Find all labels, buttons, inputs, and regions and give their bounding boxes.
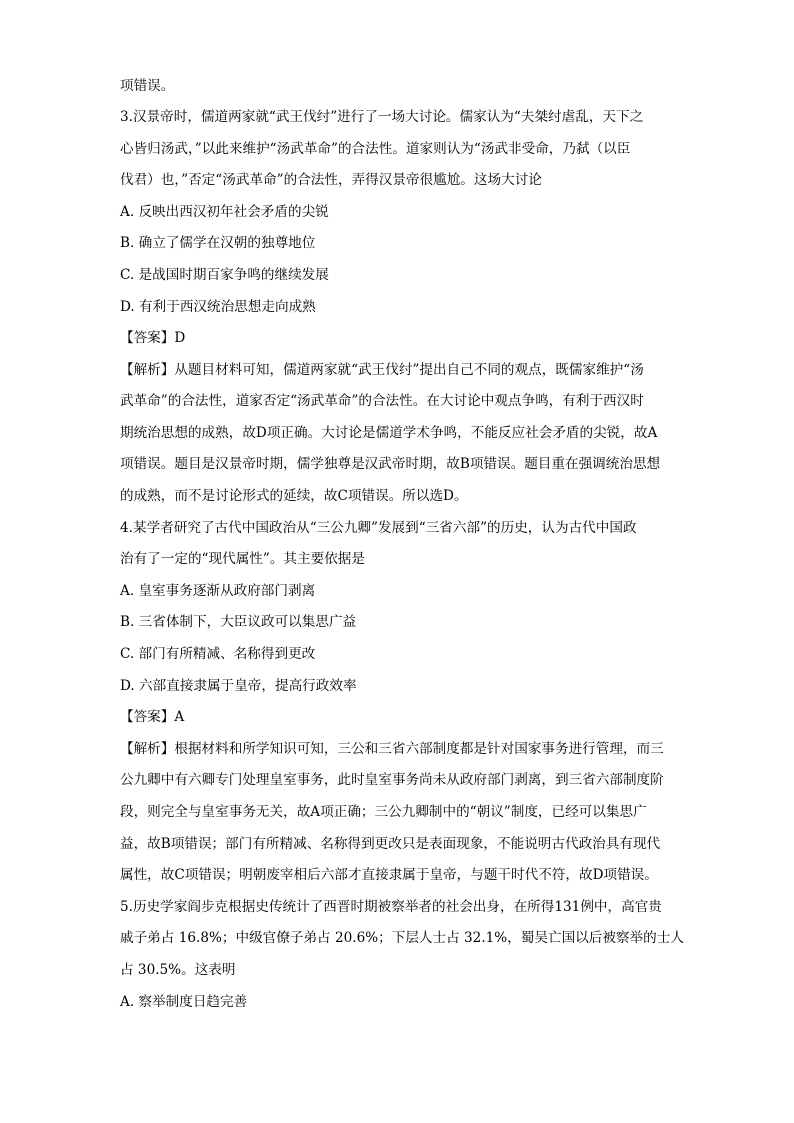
text-line: 的成熟，而不是讨论形式的延续，故C项错误。所以选D。 — [120, 488, 468, 504]
option-c: C. 是战国时期百家争鸣的继续发展 — [120, 267, 329, 283]
text-line: 项错误。 — [120, 78, 175, 94]
text-line: 段，则完全与皇室事务无关，故A项正确；三公九卿制中的“朝议”制度，已经可以集思广 — [120, 804, 647, 820]
text-line: 心皆归汤武，”以此来维护“汤武革命”的合法性。道家则认为“汤武非受命，乃弑（以臣 — [120, 141, 631, 157]
analysis-line: 【解析】从题目材料可知，儒道两家就“武王伐纣”提出自己不同的观点，既儒家维护“汤 — [120, 362, 644, 378]
text-line: 属性，故C项错误；明朝废宰相后六部才直接隶属于皇帝，与题干时代不符，故D项错误。 — [120, 867, 658, 883]
option-c: C. 部门有所精减、名称得到更改 — [120, 646, 316, 662]
text-line: 公九卿中有六卿专门处理皇室事务，此时皇室事务尚未从政府部门剥离，到三省六部制度阶 — [120, 772, 664, 788]
text-line: 治有了一定的“现代属性”。其主要依据是 — [120, 551, 365, 567]
question-3-line: 3.汉景帝时，儒道两家就“武王伐纣”进行了一场大讨论。儒家认为“夫桀纣虐乱，天下之 — [120, 109, 644, 125]
option-b: B. 三省体制下，大臣议政可以集思广益 — [120, 614, 357, 630]
text-line: 期统治思想的成熟，故D项正确。大讨论是儒道学术争鸣，不能反应社会矛盾的尖锐，故A — [120, 425, 658, 441]
text-line: 项错误。题目是汉景帝时期，儒学独尊是汉武帝时期，故B项错误。题目重在强调统治思想 — [120, 456, 661, 472]
option-b: B. 确立了儒学在汉朝的独尊地位 — [120, 235, 316, 251]
option-a: A. 皇室事务逐渐从政府部门剥离 — [120, 583, 316, 599]
text-line: 戚子弟占 16.8%；中级官僚子弟占 20.6%；下层人士占 32.1%，蜀吴亡国以后被察举的士人 — [120, 930, 684, 946]
answer-line: 【答案】D — [120, 330, 186, 346]
question-4-line: 4.某学者研究了古代中国政治从“三公九卿”发展到“三省六部”的历史，认为古代中国政 — [120, 520, 637, 536]
option-d: D. 有利于西汉统治思想走向成熟 — [120, 299, 316, 315]
text-line: 益，故B项错误；部门有所精减、名称得到更改只是表面现象，不能说明古代政治具有现代 — [120, 836, 661, 852]
option-d: D. 六部直接隶属于皇帝，提高行政效率 — [120, 678, 357, 694]
option-a: A. 察举制度日趋完善 — [120, 994, 248, 1010]
text-line: 占 30.5%。这表明 — [120, 962, 236, 978]
text-line: 伐君）也，”否定“汤武革命”的合法性，弄得汉景帝很尴尬。这场大讨论 — [120, 172, 542, 188]
answer-line: 【答案】A — [120, 709, 185, 725]
question-5-line: 5.历史学家阎步克根据史传统计了西晋时期被察举者的社会出身，在所得131例中，高官贵 — [120, 899, 662, 915]
option-a: A. 反映出西汉初年社会矛盾的尖锐 — [120, 204, 329, 220]
text-line: 武革命”的合法性，道家否定“汤武革命”的合法性。在大讨论中观点争鸣，有利于西汉时 — [120, 393, 644, 409]
analysis-line: 【解析】根据材料和所学知识可知，三公和三省六部制度都是针对国家事务进行管理，而三 — [120, 741, 664, 757]
